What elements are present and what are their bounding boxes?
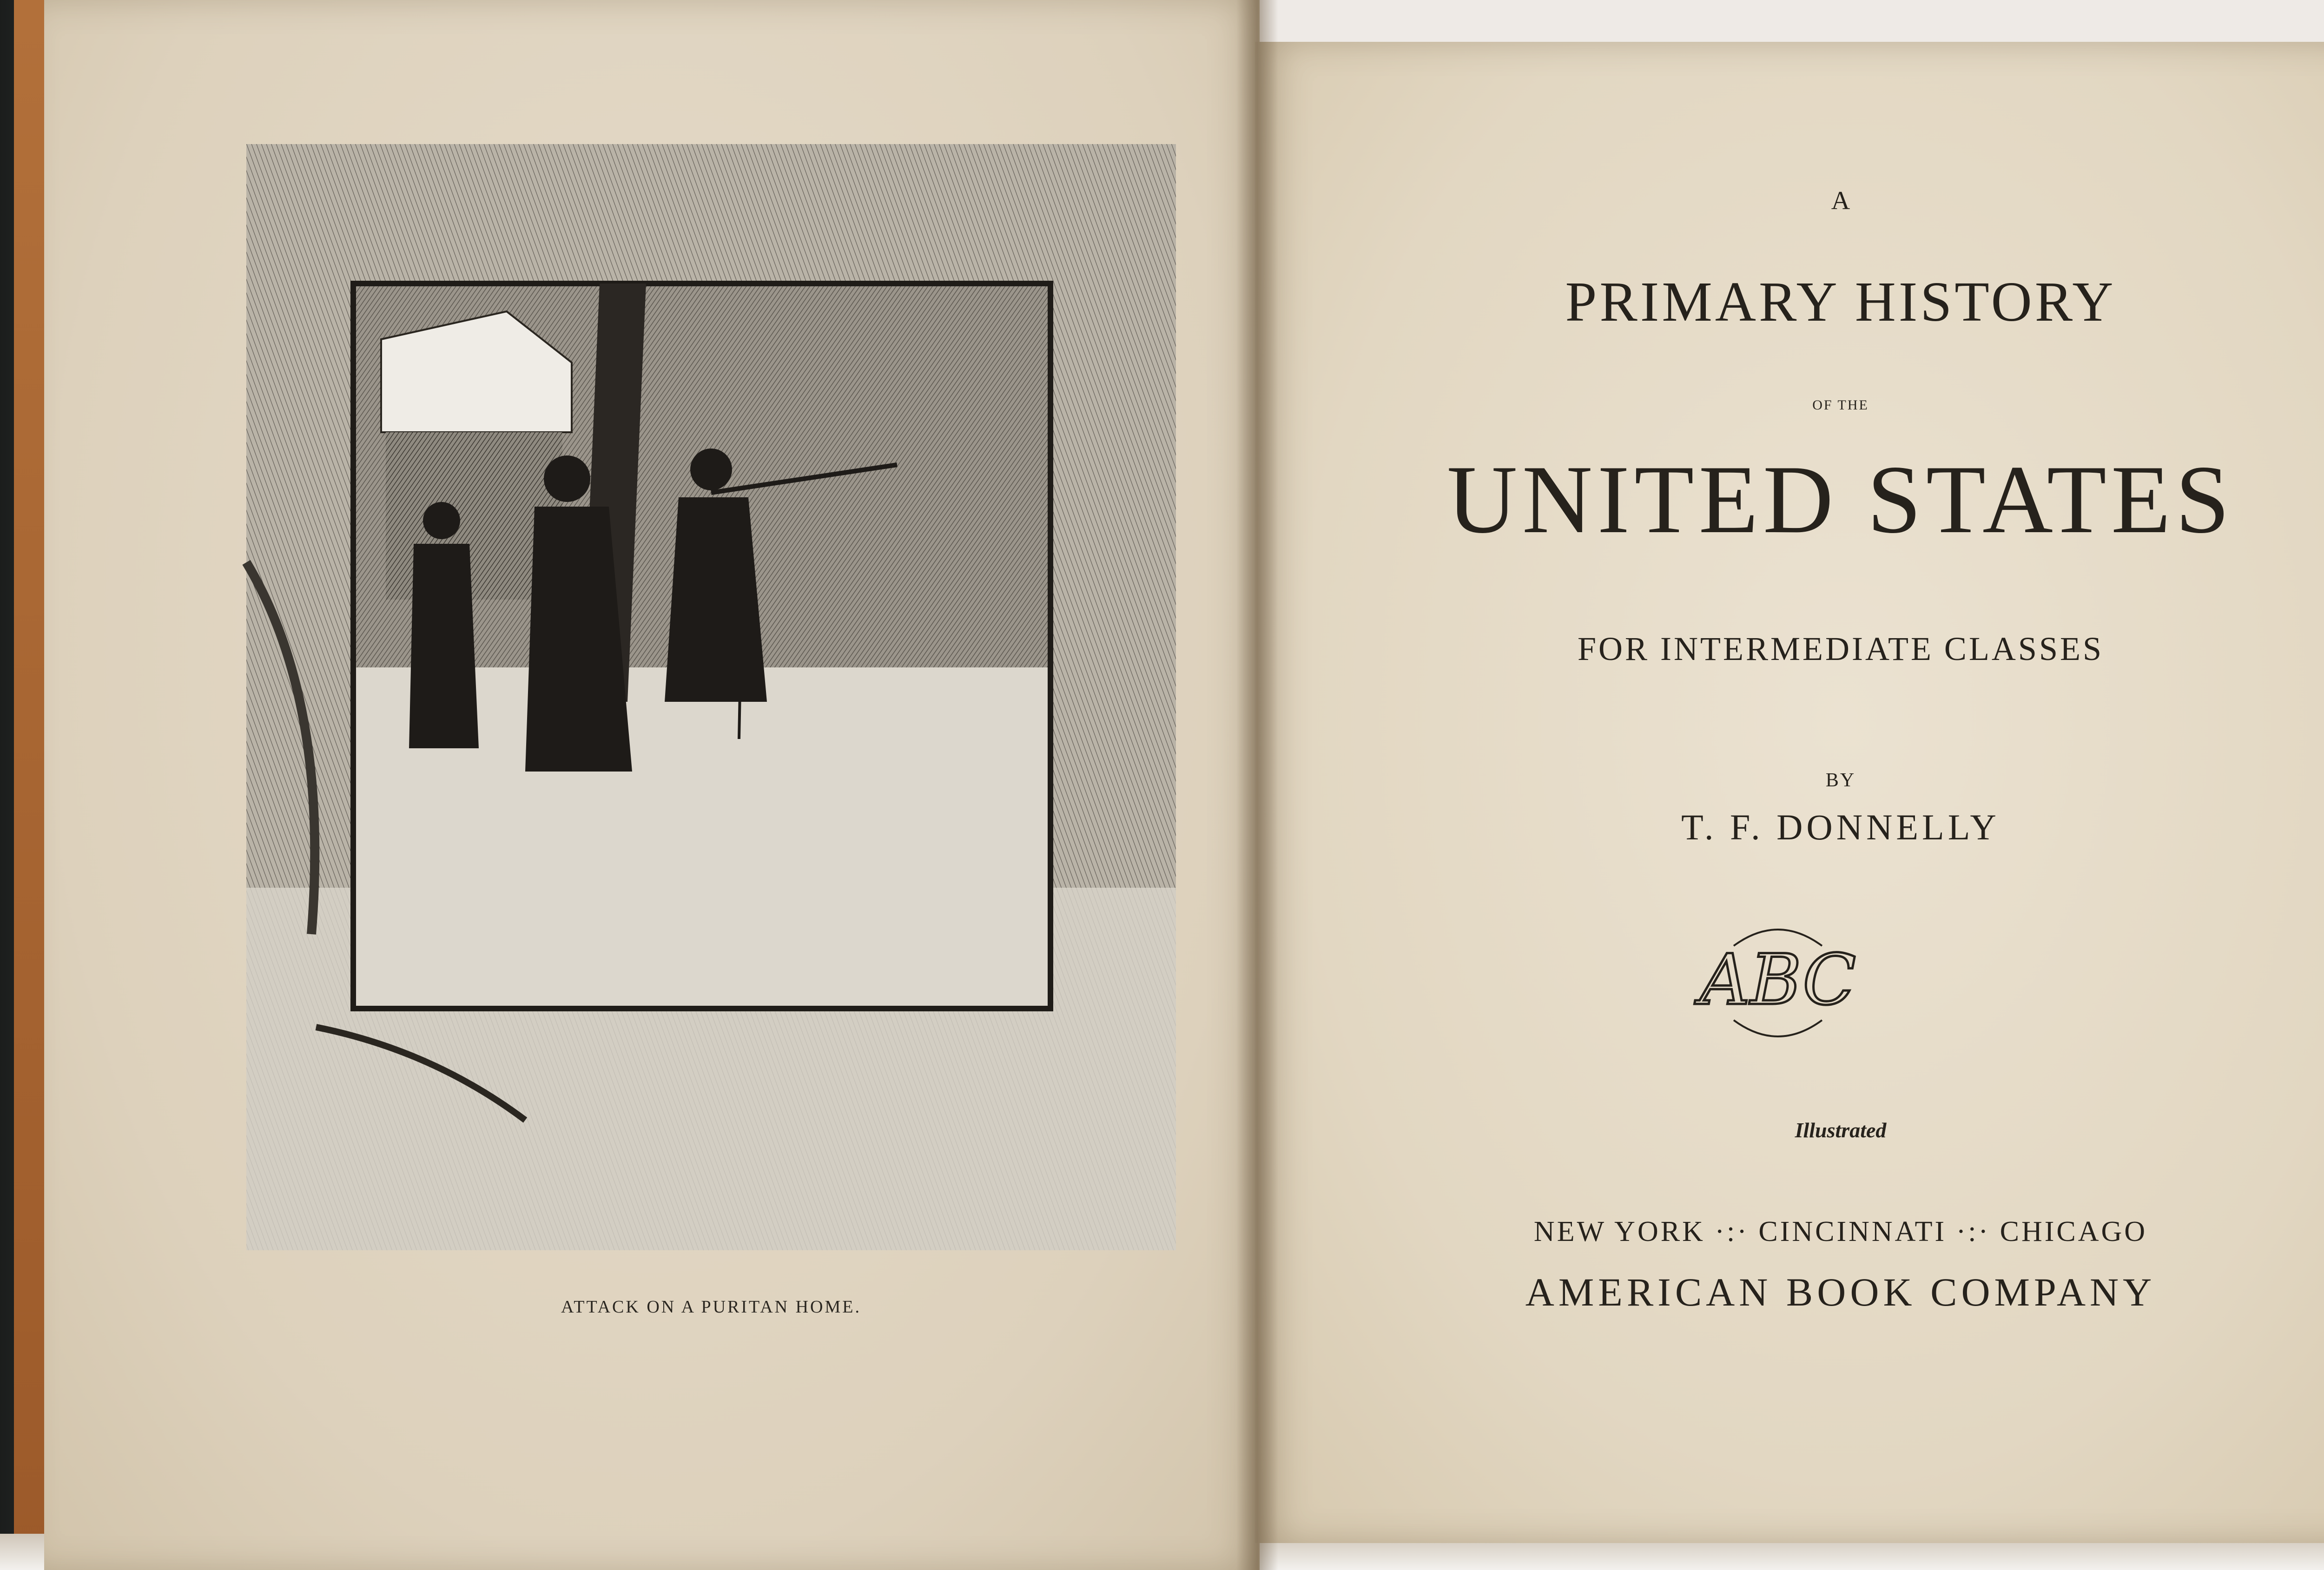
subtitle: FOR INTERMEDIATE CLASSES	[1577, 630, 2104, 667]
frontispiece-caption: ATTACK ON A PURITAN HOME.	[561, 1297, 861, 1317]
title-line-2: UNITED STATES	[1447, 446, 2234, 554]
frontispiece-engraving	[246, 144, 1176, 1250]
title-line-1: PRIMARY HISTORY	[1565, 270, 2116, 333]
publisher-cities: NEW YORK ·:· CINCINNATI ·:· CHICAGO	[1533, 1216, 2148, 1247]
title-of-the: OF THE	[1812, 397, 1869, 413]
title-page	[1255, 42, 2324, 1543]
monogram-letters: ABC	[1699, 940, 1856, 1021]
book-gutter	[1236, 0, 1278, 1570]
title-article: A	[1831, 186, 1850, 215]
byline-label: BY	[1825, 770, 1856, 791]
publisher-name: AMERICAN BOOK COMPANY	[1525, 1270, 2156, 1314]
publisher-monogram	[1699, 918, 1856, 1043]
illustrated-note: Illustrated	[1795, 1118, 1887, 1142]
author-name: T. F. DONNELLY	[1681, 807, 2000, 847]
